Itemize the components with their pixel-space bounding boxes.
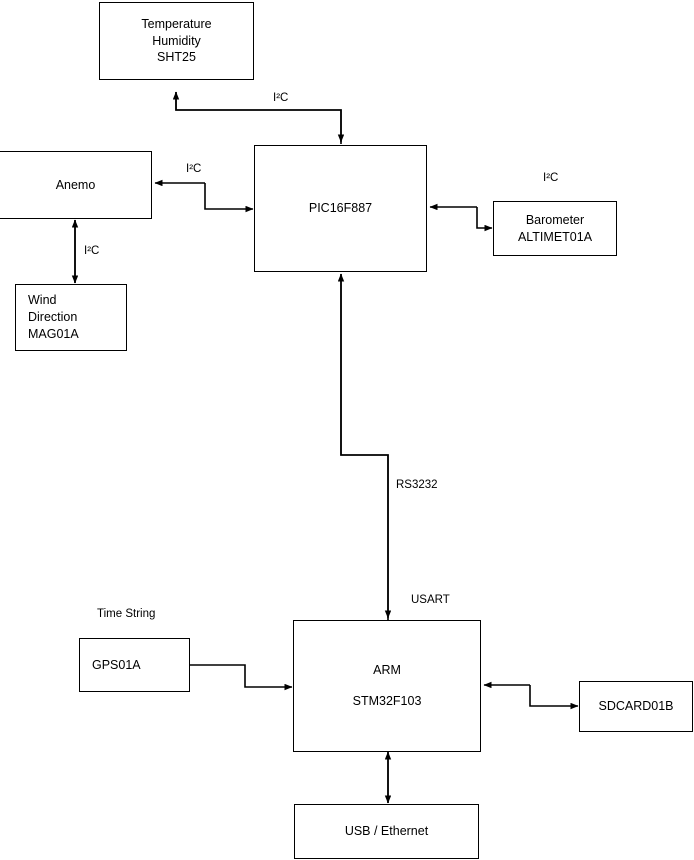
connector-pic-to-sht25 bbox=[176, 92, 341, 144]
edge-label-i2c-barometer: I²C bbox=[543, 172, 559, 184]
node-arm-line-2: STM32F103 bbox=[352, 694, 422, 708]
connector-pic-to-arm bbox=[341, 274, 388, 618]
node-usb-ethernet-line-0: USB / Ethernet bbox=[344, 824, 429, 839]
connector-sht25-to-pic bbox=[176, 92, 341, 142]
node-pic16f887-line-0: PIC16F887 bbox=[308, 201, 373, 216]
node-anemo-line-0: Anemo bbox=[55, 177, 96, 192]
node-gps01a-line-0: GPS01A bbox=[92, 657, 141, 672]
edge-label-i2c-sht25: I²C bbox=[273, 92, 289, 104]
node-sht25-line-0: Temperature bbox=[141, 16, 212, 31]
node-barometer[interactable] bbox=[493, 201, 617, 256]
edge-label-i2c-winddir: I²C bbox=[84, 245, 100, 257]
node-wind-direction-line-0: Wind bbox=[28, 293, 57, 308]
node-usb-ethernet[interactable] bbox=[294, 804, 479, 859]
connector-anemo-to-pic bbox=[205, 183, 253, 209]
node-sht25-line-2: SHT25 bbox=[157, 50, 196, 65]
node-gps01a[interactable] bbox=[79, 638, 190, 692]
node-wind-direction[interactable] bbox=[15, 284, 127, 351]
connector-gps-to-arm bbox=[190, 665, 292, 687]
connector-arm-sdcard bbox=[484, 685, 578, 706]
node-wind-direction-line-2: MAG01A bbox=[28, 326, 79, 341]
node-anemo[interactable] bbox=[0, 151, 152, 219]
connector-arm-to-pic bbox=[341, 274, 388, 620]
edge-label-i2c-anemo: I²C bbox=[186, 163, 202, 175]
node-pic16f887[interactable] bbox=[254, 145, 427, 272]
edge-label-rs3232: RS3232 bbox=[396, 479, 438, 491]
node-arm-stm32f103[interactable] bbox=[293, 620, 481, 752]
node-sht25-line-1: Humidity bbox=[152, 33, 201, 48]
edge-label-time-string: Time String bbox=[97, 608, 156, 620]
edge-label-usart: USART bbox=[411, 594, 450, 606]
node-sht25[interactable] bbox=[99, 2, 254, 80]
node-sdcard01b-line-0: SDCARD01B bbox=[598, 699, 674, 714]
node-barometer-line-1: ALTIMET01A bbox=[517, 229, 593, 244]
node-arm-line-0: ARM bbox=[373, 663, 401, 678]
node-wind-direction-line-1: Direction bbox=[28, 310, 78, 325]
connector-pic-barometer bbox=[430, 207, 492, 228]
node-sdcard01b[interactable] bbox=[579, 681, 693, 732]
node-barometer-line-0: Barometer bbox=[525, 212, 585, 227]
